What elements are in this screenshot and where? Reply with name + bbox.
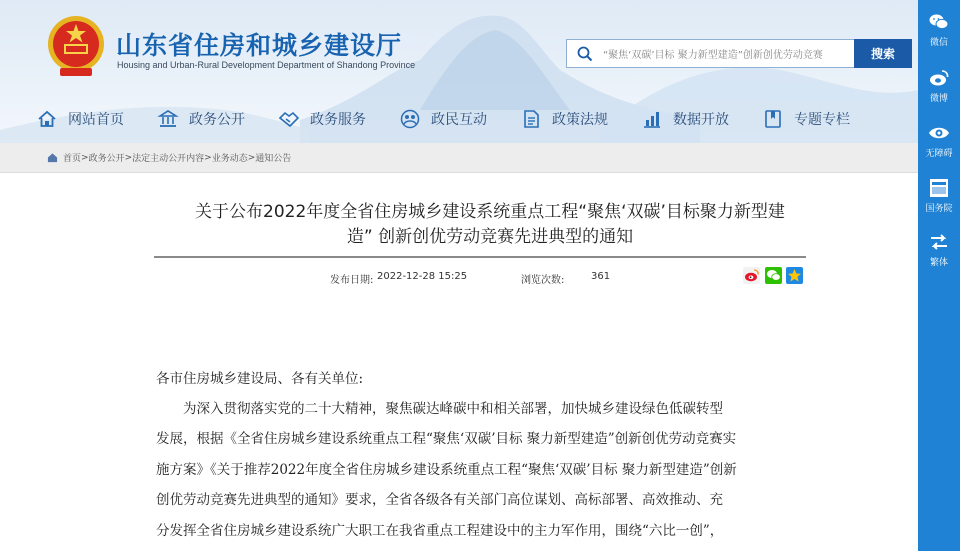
qzone-share-icon[interactable] bbox=[786, 267, 803, 284]
breadcrumb-link[interactable]: 业务动态 bbox=[211, 154, 248, 164]
sidebar-label: 国务院 bbox=[925, 204, 953, 214]
nav-label: 政务公开 bbox=[189, 112, 245, 128]
nav-item-home[interactable] bbox=[36, 103, 124, 135]
sidebar-label: 繁体 bbox=[929, 258, 948, 268]
site-title: 山东省住房和城乡建设厅 bbox=[116, 31, 403, 60]
publish-date: 2022-12-28 15:25 bbox=[377, 271, 468, 282]
site-subtitle: Housing and Urban-Rural Development Department of Shandong Province bbox=[117, 60, 416, 70]
view-count-label: 浏览次数: bbox=[521, 275, 565, 286]
switch-arrows-icon bbox=[928, 232, 950, 252]
state-council-icon bbox=[928, 178, 950, 198]
breadcrumb-link[interactable]: 法定主动公开内容 bbox=[132, 154, 205, 164]
nav-item-gov-services[interactable] bbox=[278, 103, 366, 135]
search-icon bbox=[567, 40, 603, 67]
right-sidebar bbox=[918, 0, 960, 551]
nav-label: 政民互动 bbox=[431, 112, 487, 128]
breadcrumb-link-home[interactable]: 首页 bbox=[63, 154, 82, 164]
nav-label: 政策法规 bbox=[552, 112, 608, 128]
article-paragraph-line: 创优劳动竞赛先进典型的通知》要求，全省各级各有关部门高位谋划、高标部署、高效推动、充 bbox=[156, 492, 723, 508]
wechat-share-icon[interactable] bbox=[765, 267, 782, 284]
nav-item-gov-affairs[interactable] bbox=[157, 103, 245, 135]
sidebar-item-accessibility[interactable] bbox=[918, 123, 960, 159]
article-paragraph-line: 各市住房城乡建设局、各有关单位: bbox=[156, 371, 364, 387]
nav-item-open-data[interactable] bbox=[641, 103, 729, 135]
sidebar-item-state-council[interactable] bbox=[918, 178, 960, 214]
nav-label: 网站首页 bbox=[68, 112, 124, 128]
handshake-icon bbox=[278, 108, 300, 130]
search-button[interactable]: 搜索 bbox=[854, 39, 912, 68]
national-emblem-icon bbox=[44, 14, 108, 80]
search-box bbox=[566, 39, 912, 68]
publish-date-label: 发布日期: bbox=[330, 275, 374, 286]
article-title-line: 造” 创新创优劳动竞赛先进典型的通知 bbox=[346, 227, 634, 247]
building-icon bbox=[157, 108, 179, 130]
nav-label: 数据开放 bbox=[673, 112, 729, 128]
breadcrumb-link[interactable]: 政务公开 bbox=[88, 154, 125, 164]
title-divider bbox=[154, 256, 806, 258]
wechat-icon bbox=[928, 12, 950, 32]
article-title-line: 关于公布2022年度全省住房城乡建设系统重点工程“聚焦‘双碳’目标聚力新型建 bbox=[195, 202, 785, 222]
sidebar-item-weibo[interactable] bbox=[918, 68, 960, 104]
sidebar-label: 微信 bbox=[929, 38, 948, 48]
people-icon bbox=[399, 108, 421, 130]
accessibility-eye-icon bbox=[928, 123, 950, 143]
nav-label: 专题专栏 bbox=[794, 112, 850, 128]
article-paragraph-line: 施方案》《关于推荐2022年度全省住房城乡建设系统重点工程“聚焦‘双碳’目标 聚力新型建造”创新 bbox=[156, 462, 737, 478]
site-header bbox=[0, 0, 918, 143]
breadcrumb-link[interactable]: 通知公告 bbox=[255, 154, 292, 164]
main-nav bbox=[36, 103, 916, 135]
nav-item-interaction[interactable] bbox=[399, 103, 487, 135]
sidebar-label: 微博 bbox=[929, 94, 948, 104]
sidebar-label: 无障碍 bbox=[925, 149, 953, 159]
nav-item-special-topics[interactable] bbox=[762, 103, 850, 135]
breadcrumb: 首页 > 政务公开 > 法定主动公开内容 > 业务动态 > 通知公告 bbox=[0, 143, 918, 173]
sidebar-item-wechat[interactable] bbox=[918, 12, 960, 48]
view-count: 361 bbox=[591, 271, 611, 282]
chart-icon bbox=[641, 108, 663, 130]
nav-label: 政务服务 bbox=[310, 112, 366, 128]
weibo-icon bbox=[928, 68, 950, 88]
nav-item-policies[interactable] bbox=[520, 103, 608, 135]
weibo-share-icon[interactable] bbox=[743, 267, 760, 284]
search-input[interactable] bbox=[603, 41, 857, 66]
article-title bbox=[160, 200, 820, 250]
bookmark-icon bbox=[762, 108, 784, 130]
home-icon bbox=[36, 108, 58, 130]
home-icon bbox=[47, 152, 58, 163]
article-paragraph-line: 发展，根据《全省住房城乡建设系统重点工程“聚焦‘双碳’目标 聚力新型建造”创新创优劳动竞赛实 bbox=[156, 431, 737, 447]
article-paragraph-line: 为深入贯彻落实党的二十大精神，聚焦碳达峰碳中和相关部署，加快城乡建设绿色低碳转型 bbox=[156, 401, 723, 417]
article-paragraph-line: 分发挥全省住房城乡建设系统广大职工在我省重点工程建设中的主力军作用，围绕“六比一创”， bbox=[156, 523, 724, 539]
sidebar-item-traditional-chinese[interactable] bbox=[918, 232, 960, 268]
document-icon bbox=[520, 108, 542, 130]
